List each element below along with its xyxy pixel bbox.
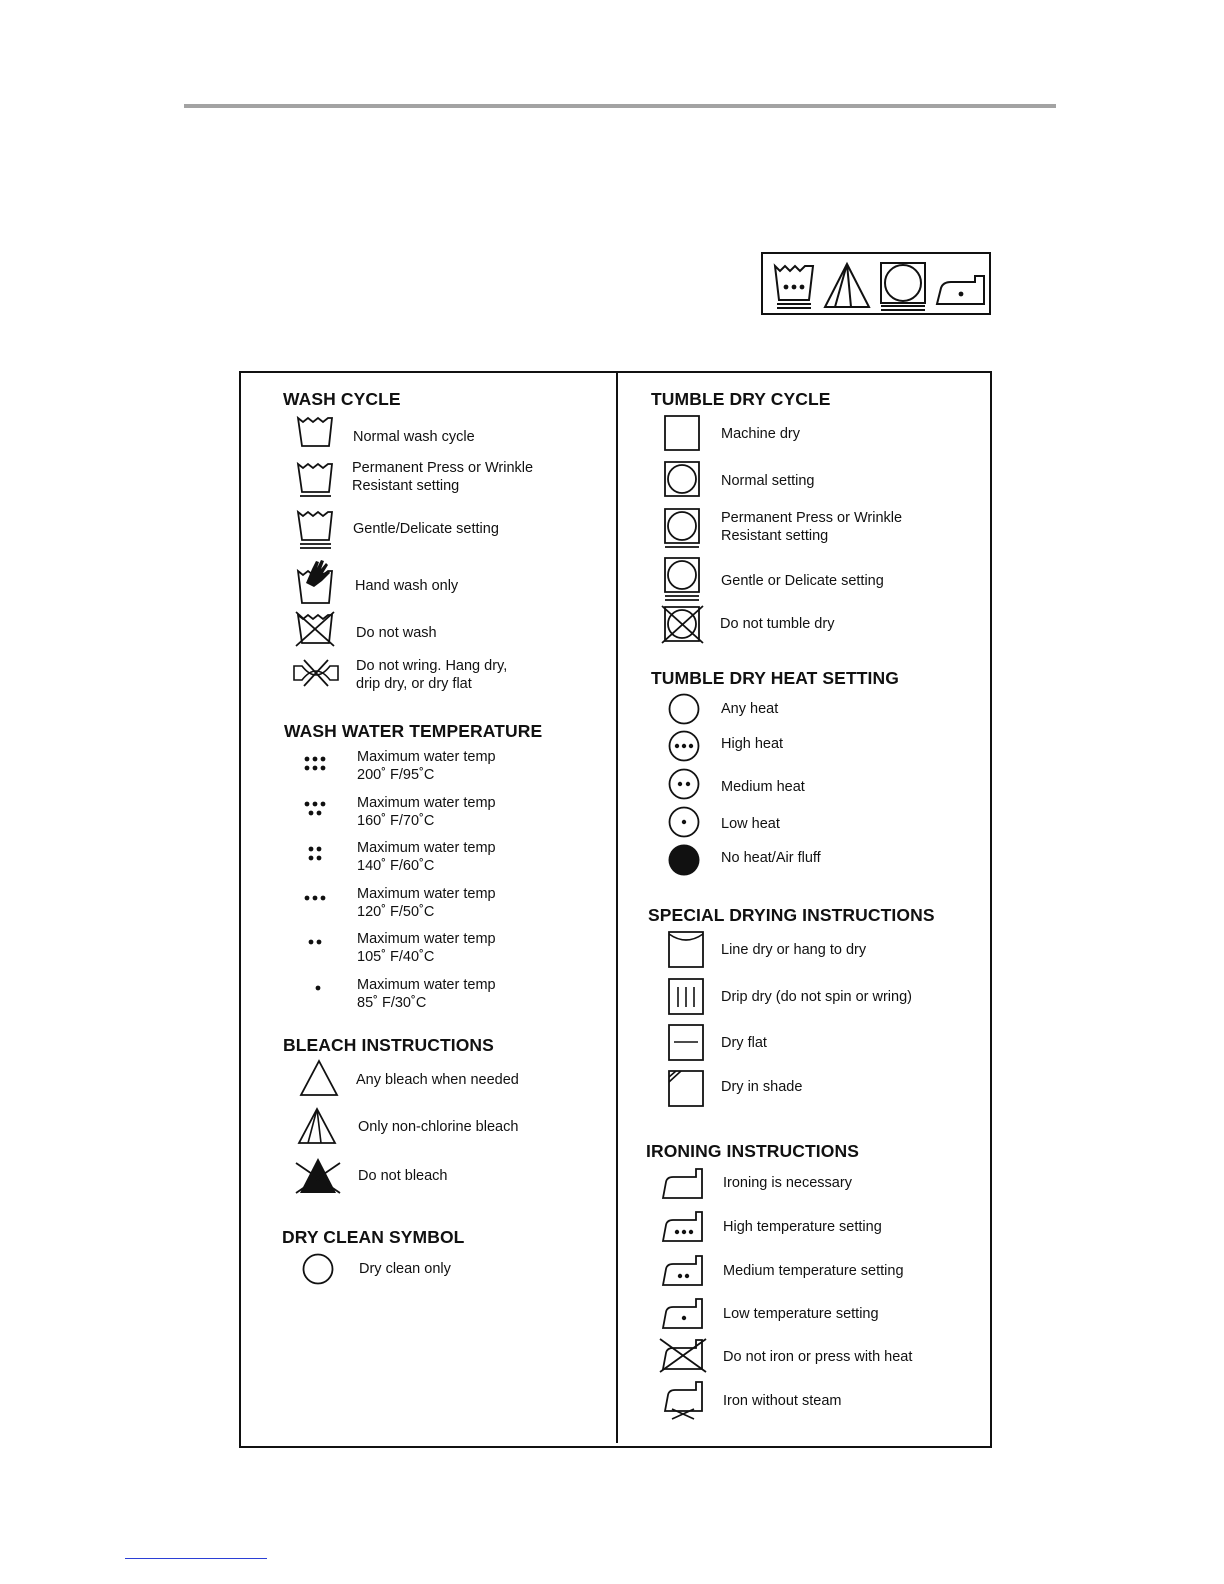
dry-flat-label: Dry flat [721,1035,767,1051]
dry-clean-heading: DRY CLEAN SYMBOL [282,1227,465,1247]
dry-clean-icon [302,1253,334,1285]
iron-without-steam-label: Iron without steam [723,1393,842,1409]
any-heat-label: Any heat [721,701,779,717]
medium-heat-icon [668,768,702,802]
dry-in-shade-label: Dry in shade [721,1079,803,1095]
drip-dry-label: Drip dry (do not spin or wring) [721,989,912,1005]
gentle-wash-label: Gentle/Delicate setting [353,521,499,537]
non-chlorine-bleach-icon [296,1106,338,1146]
iron-high-icon [660,1207,706,1245]
iron-high-label: High temperature setting [723,1219,882,1235]
wash-temp-heading: WASH WATER TEMPERATURE [284,721,543,741]
temp-95-label-2: 200˚ F/95˚C [357,767,435,783]
wash-cycle-heading: WASH CYCLE [283,389,401,409]
footer-link-underline [125,1558,267,1559]
high-heat-label: High heat [721,736,784,752]
hand-wash-label: Hand wash only [355,578,459,594]
temp-six-dots-icon [302,755,328,773]
temp-40-label-1: Maximum water temp [357,931,496,947]
do-not-wash-icon [294,610,336,648]
temp-four-dots-icon [302,845,328,863]
non-chlorine-bleach-label: Only non-chlorine bleach [358,1119,519,1135]
dry-flat-icon [668,1023,706,1063]
do-not-bleach-icon [294,1155,342,1197]
do-not-tumble-dry-icon [661,605,705,645]
iron-low-icon [937,276,984,304]
tumble-gentle-icon [664,557,702,603]
no-heat-label: No heat/Air fluff [721,850,821,866]
any-bleach-label: Any bleach when needed [356,1072,519,1088]
machine-dry-icon [664,415,702,453]
temp-five-dots-icon [302,800,328,818]
non-chlorine-bleach-icon [825,264,869,307]
any-bleach-icon [298,1058,340,1098]
permanent-press-wash-label-2: Resistant setting [352,478,460,494]
high-heat-icon [668,730,702,764]
permanent-press-wash-label-1: Permanent Press or Wrinkle [352,460,534,476]
machine-dry-label: Machine dry [721,426,800,442]
do-not-wash-label: Do not wash [356,625,437,641]
tumble-normal-label: Normal setting [721,473,815,489]
sample-care-label [761,252,991,315]
line-dry-icon [668,930,706,970]
do-not-bleach-label: Do not bleach [358,1168,448,1184]
iron-without-steam-icon [660,1379,706,1421]
temp-40-label-2: 105˚ F/40˚C [357,949,435,965]
do-not-wring-icon [292,658,340,688]
permanent-press-wash-icon [296,458,336,500]
drip-dry-icon [668,977,706,1017]
iron-medium-icon [660,1251,706,1289]
hand-wash-icon [296,557,336,605]
temp-three-dots-icon [302,891,328,905]
do-not-wring-label-1: Do not wring. Hang dry, [356,658,508,674]
low-heat-icon [668,806,702,840]
temp-70-label-2: 160˚ F/70˚C [357,813,435,829]
temp-50-label-1: Maximum water temp [357,886,496,902]
temp-70-label-1: Maximum water temp [357,795,496,811]
ironing-necessary-label: Ironing is necessary [723,1175,852,1191]
tumble-permanent-press-label-1: Permanent Press or Wrinkle [721,510,903,526]
do-not-tumble-dry-label: Do not tumble dry [720,616,835,632]
tumble-cycle-heading: TUMBLE DRY CYCLE [651,389,831,409]
tumble-normal-icon [664,461,702,499]
temp-30-label-2: 85˚ F/30˚C [357,995,427,1011]
no-heat-icon [668,843,702,877]
ironing-necessary-icon [660,1164,706,1202]
low-heat-label: Low heat [721,816,780,832]
normal-wash-icon [296,412,336,452]
iron-low-icon [660,1294,706,1332]
tumble-heat-heading: TUMBLE DRY HEAT SETTING [651,668,899,688]
column-divider [616,371,618,1443]
any-heat-icon [668,693,702,727]
line-dry-label: Line dry or hang to dry [721,942,867,958]
ironing-heading: IRONING INSTRUCTIONS [646,1141,859,1161]
tumble-permanent-press-label-2: Resistant setting [721,528,829,544]
temp-two-dots-icon [302,935,328,949]
do-not-iron-label: Do not iron or press with heat [723,1349,913,1365]
temp-50-label-2: 120˚ F/50˚C [357,904,435,920]
bleach-heading: BLEACH INSTRUCTIONS [283,1035,494,1055]
dry-in-shade-icon [668,1069,706,1109]
tumble-dry-gentle-icon [881,263,925,310]
do-not-iron-icon [658,1335,708,1375]
do-not-wring-label-2: drip dry, or dry flat [356,676,472,692]
temp-95-label-1: Maximum water temp [357,749,496,765]
temp-30-label-1: Maximum water temp [357,977,496,993]
header-rule [184,104,1056,108]
temp-60-label-2: 140˚ F/60˚C [357,858,435,874]
temp-one-dot-icon [302,981,328,995]
temp-60-label-1: Maximum water temp [357,840,496,856]
dry-clean-label: Dry clean only [359,1261,451,1277]
normal-wash-label: Normal wash cycle [353,429,475,445]
tumble-gentle-label: Gentle or Delicate setting [721,573,884,589]
medium-heat-label: Medium heat [721,779,805,795]
gentle-wash-icon [296,506,336,552]
iron-medium-label: Medium temperature setting [723,1263,904,1279]
special-drying-heading: SPECIAL DRYING INSTRUCTIONS [648,905,935,925]
iron-low-label: Low temperature setting [723,1306,879,1322]
tumble-permanent-press-icon [664,508,702,550]
